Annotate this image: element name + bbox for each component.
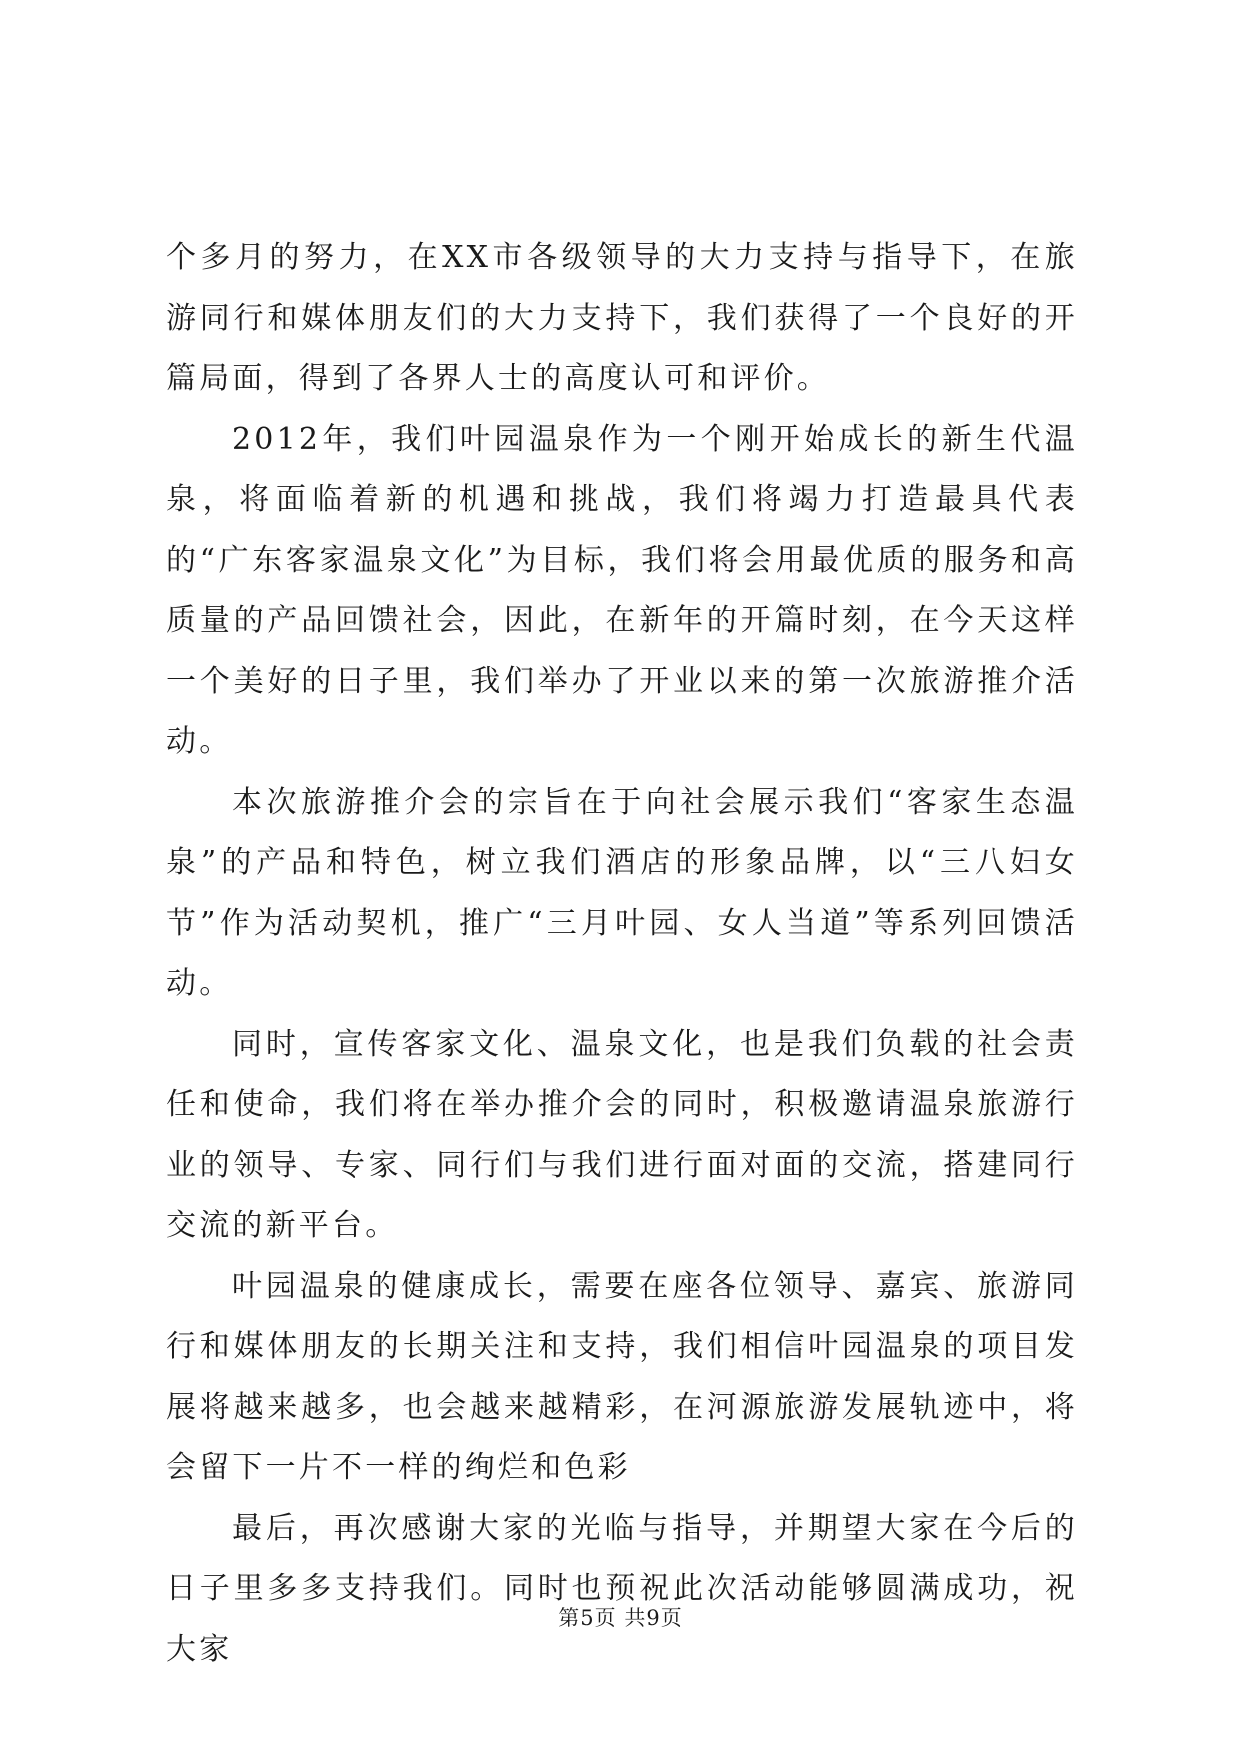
paragraph-2: 2012年，我们叶园温泉作为一个刚开始成长的新生代温泉，将面临着新的机遇和挑战，我们将竭力打造最具代表的“广东客家温泉文化”为目标，我们将会用最优质的服务和高质量的产品回馈社会，因此，在新年的开篇时刻，在今天这样一个美好的日子里，我们举办了开业以来的第一次旅游推介活动。: [166, 421, 1078, 759]
document-body: [166, 228, 1078, 1680]
paragraph-5: 叶园温泉的健康成长，需要在座各位领导、嘉宾、旅游同行和媒体朋友的长期关注和支持，我们相信叶园温泉的项目发展将越来越多，也会越来越精彩，在河源旅游发展轨迹中，将会留下一片不一样的绚烂和色彩: [166, 1268, 1078, 1485]
paragraph-3: 本次旅游推介会的宗旨在于向社会展示我们“客家生态温泉”的产品和特色，树立我们酒店的形象品牌，以“三八妇女节”作为活动契机，推广“三月叶园、女人当道”等系列回馈活动。: [166, 784, 1078, 1001]
paragraph-6: 最后，再次感谢大家的光临与指导，并期望大家在今后的日子里多多支持我们。同时也预祝此次活动能够圆满成功，祝大家: [166, 1510, 1078, 1667]
paragraph-1: 个多月的努力，在XX市各级领导的大力支持与指导下，在旅游同行和媒体朋友们的大力支持下，我们获得了一个良好的开篇局面，得到了各界人士的高度认可和评价。: [166, 240, 1078, 396]
page-number-footer: 第5页 共9页: [558, 1606, 683, 1630]
paragraph-4: 同时，宣传客家文化、温泉文化，也是我们负载的社会责任和使命，我们将在举办推介会的同时，积极邀请温泉旅游行业的领导、专家、同行们与我们进行面对面的交流，搭建同行交流的新平台。: [166, 1026, 1078, 1243]
